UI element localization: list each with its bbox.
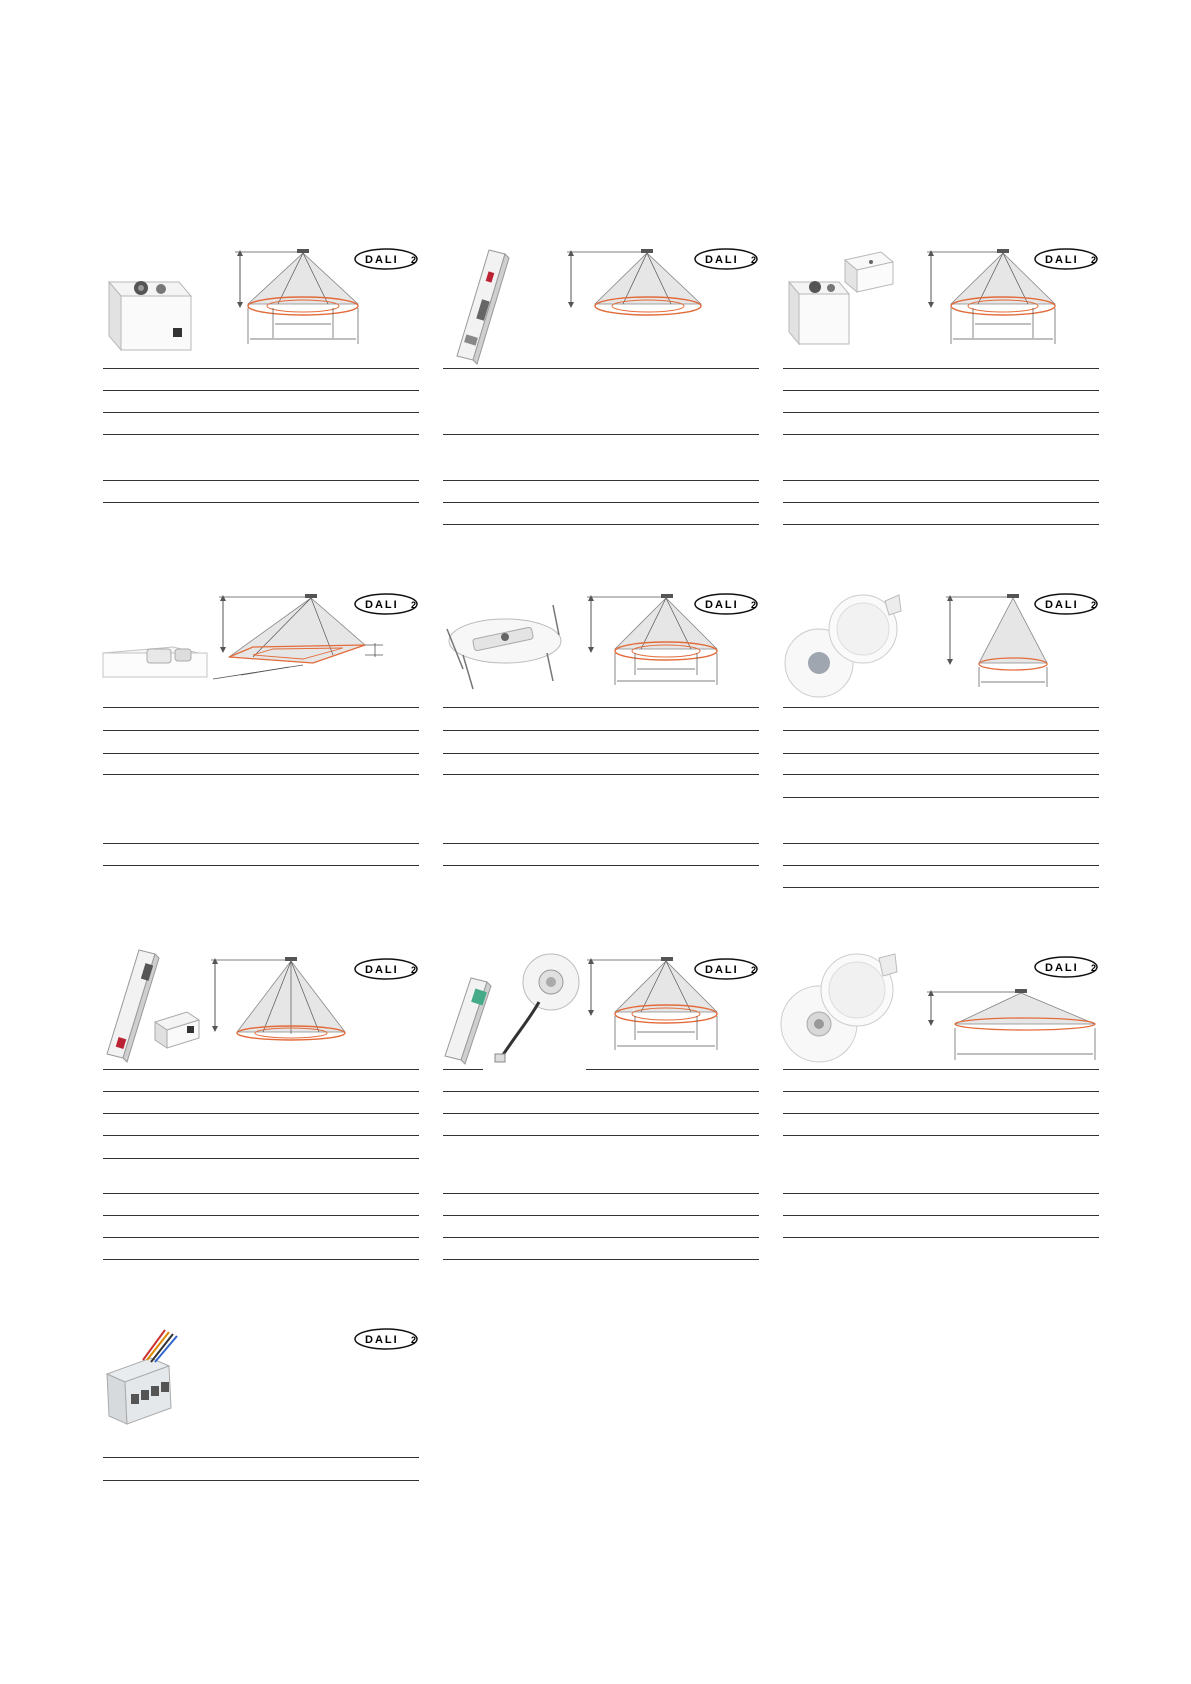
dali-logo-10 — [355, 1329, 417, 1349]
detection-diagram-6 — [946, 594, 1047, 687]
spec-rule — [443, 707, 759, 708]
svg-text:DALI: DALI — [1045, 599, 1079, 611]
svg-text:DALI: DALI — [705, 964, 739, 976]
spec-rule — [783, 774, 1099, 775]
svg-text:2: 2 — [751, 255, 757, 265]
spec-rule — [783, 1135, 1099, 1136]
spec-rule — [783, 1091, 1099, 1092]
spec-rule — [783, 480, 1099, 481]
spec-rule — [783, 1193, 1099, 1194]
spec-rule — [103, 502, 419, 503]
detection-diagram-3 — [927, 249, 1055, 344]
spec-rule — [783, 730, 1099, 731]
spec-rule — [103, 1457, 419, 1458]
svg-text:2: 2 — [1091, 963, 1097, 973]
spec-rule — [783, 797, 1099, 798]
spec-rule — [783, 390, 1099, 391]
spec-rule — [783, 524, 1099, 525]
spec-rule — [103, 730, 419, 731]
detection-diagram-9 — [927, 989, 1095, 1060]
product-card-7 — [103, 950, 419, 1270]
device-image-9 — [781, 954, 897, 1062]
device-image-5 — [447, 605, 561, 689]
product-1-graphics — [103, 240, 419, 510]
product-card-5 — [443, 585, 759, 875]
svg-text:2: 2 — [1091, 255, 1097, 265]
spec-rule — [443, 1215, 759, 1216]
spec-rule — [103, 1259, 419, 1260]
svg-text:DALI: DALI — [365, 964, 399, 976]
spec-rule — [443, 865, 759, 866]
product-10-graphics — [103, 1320, 419, 1490]
spec-rule — [783, 434, 1099, 435]
spec-rule — [443, 730, 759, 731]
product-2-graphics — [443, 240, 759, 530]
dali-logo-7 — [355, 959, 417, 979]
device-image-1 — [109, 281, 191, 350]
spec-rule — [103, 390, 419, 391]
spec-rule — [443, 753, 759, 754]
spec-rule — [783, 1237, 1099, 1238]
spec-rule — [443, 1113, 759, 1114]
product-8-graphics — [443, 950, 759, 1270]
spec-rule — [443, 368, 759, 369]
product-card-10 — [103, 1320, 419, 1490]
spec-rule — [443, 774, 759, 775]
detection-diagram-2 — [567, 249, 701, 315]
device-image-10 — [107, 1330, 177, 1424]
device-image-2 — [457, 250, 509, 364]
dali-logo-4 — [355, 594, 417, 614]
spec-rule — [103, 434, 419, 435]
svg-text:DALI: DALI — [705, 599, 739, 611]
spec-rule — [103, 707, 419, 708]
spec-rule — [103, 1158, 419, 1159]
product-3-graphics — [783, 240, 1099, 530]
spec-rule — [103, 1135, 419, 1136]
detection-diagram-1 — [235, 249, 358, 344]
spec-rule — [783, 502, 1099, 503]
svg-text:2: 2 — [411, 255, 417, 265]
spec-rule — [443, 1237, 759, 1238]
product-card-1 — [103, 240, 419, 510]
spec-rule — [103, 843, 419, 844]
spec-rule — [103, 1480, 419, 1481]
spec-rule — [586, 1069, 759, 1070]
svg-text:2: 2 — [751, 600, 757, 610]
dali-logo-5 — [695, 594, 757, 614]
spec-rule — [783, 1113, 1099, 1114]
spec-rule — [783, 1069, 1099, 1070]
spec-rule — [103, 1193, 419, 1194]
spec-rule — [443, 1193, 759, 1194]
svg-text:DALI: DALI — [1045, 962, 1079, 974]
svg-text:2: 2 — [411, 965, 417, 975]
svg-text:DALI: DALI — [365, 254, 399, 266]
spec-rule — [783, 707, 1099, 708]
spec-rule — [103, 774, 419, 775]
spec-rule — [783, 1215, 1099, 1216]
svg-text:DALI: DALI — [365, 599, 399, 611]
spec-rule — [783, 887, 1099, 888]
spec-rule — [103, 480, 419, 481]
spec-rule — [103, 865, 419, 866]
product-card-8 — [443, 950, 759, 1270]
spec-rule — [103, 368, 419, 369]
product-card-2 — [443, 240, 759, 530]
device-image-8 — [445, 954, 579, 1064]
spec-rule — [443, 480, 759, 481]
spec-rule — [783, 753, 1099, 754]
product-card-3 — [783, 240, 1099, 530]
dali-logo-6 — [1035, 594, 1097, 614]
spec-rule — [783, 865, 1099, 866]
spec-rule — [443, 434, 759, 435]
spec-rule — [783, 412, 1099, 413]
spec-rule — [443, 1135, 759, 1136]
dali-logo-9 — [1035, 957, 1097, 977]
svg-text:DALI: DALI — [705, 254, 739, 266]
detection-diagram-7 — [211, 957, 345, 1040]
spec-rule — [443, 1091, 759, 1092]
spec-rule — [443, 1259, 759, 1260]
spec-rule — [103, 1091, 419, 1092]
product-card-9 — [783, 950, 1099, 1250]
spec-rule — [783, 843, 1099, 844]
svg-text:DALI: DALI — [1045, 254, 1079, 266]
spec-rule — [103, 1069, 419, 1070]
spec-rule — [443, 843, 759, 844]
spec-rule — [443, 1069, 483, 1070]
spec-rule — [783, 368, 1099, 369]
spec-rule — [103, 1215, 419, 1216]
svg-text:2: 2 — [751, 965, 757, 975]
device-image-6 — [785, 595, 901, 697]
product-card-4 — [103, 585, 419, 875]
product-9-graphics — [783, 950, 1099, 1250]
spec-rule — [103, 412, 419, 413]
dali-logo-8 — [695, 959, 757, 979]
svg-text:2: 2 — [411, 1335, 417, 1345]
dali-logo-1 — [355, 249, 417, 269]
product-7-graphics — [103, 950, 419, 1270]
svg-text:2: 2 — [411, 600, 417, 610]
product-card-6 — [783, 585, 1099, 895]
svg-text:DALI: DALI — [365, 1334, 399, 1346]
svg-text:2: 2 — [1091, 600, 1097, 610]
spec-rule — [443, 524, 759, 525]
product-6-graphics — [783, 585, 1099, 895]
device-image-4 — [103, 647, 207, 677]
spec-rule — [443, 502, 759, 503]
spec-rule — [103, 1237, 419, 1238]
dali-logo-3 — [1035, 249, 1097, 269]
spec-rule — [103, 753, 419, 754]
spec-rule — [103, 1113, 419, 1114]
device-image-7 — [107, 950, 199, 1062]
dali-logo-2 — [695, 249, 757, 269]
device-image-3 — [789, 252, 893, 344]
